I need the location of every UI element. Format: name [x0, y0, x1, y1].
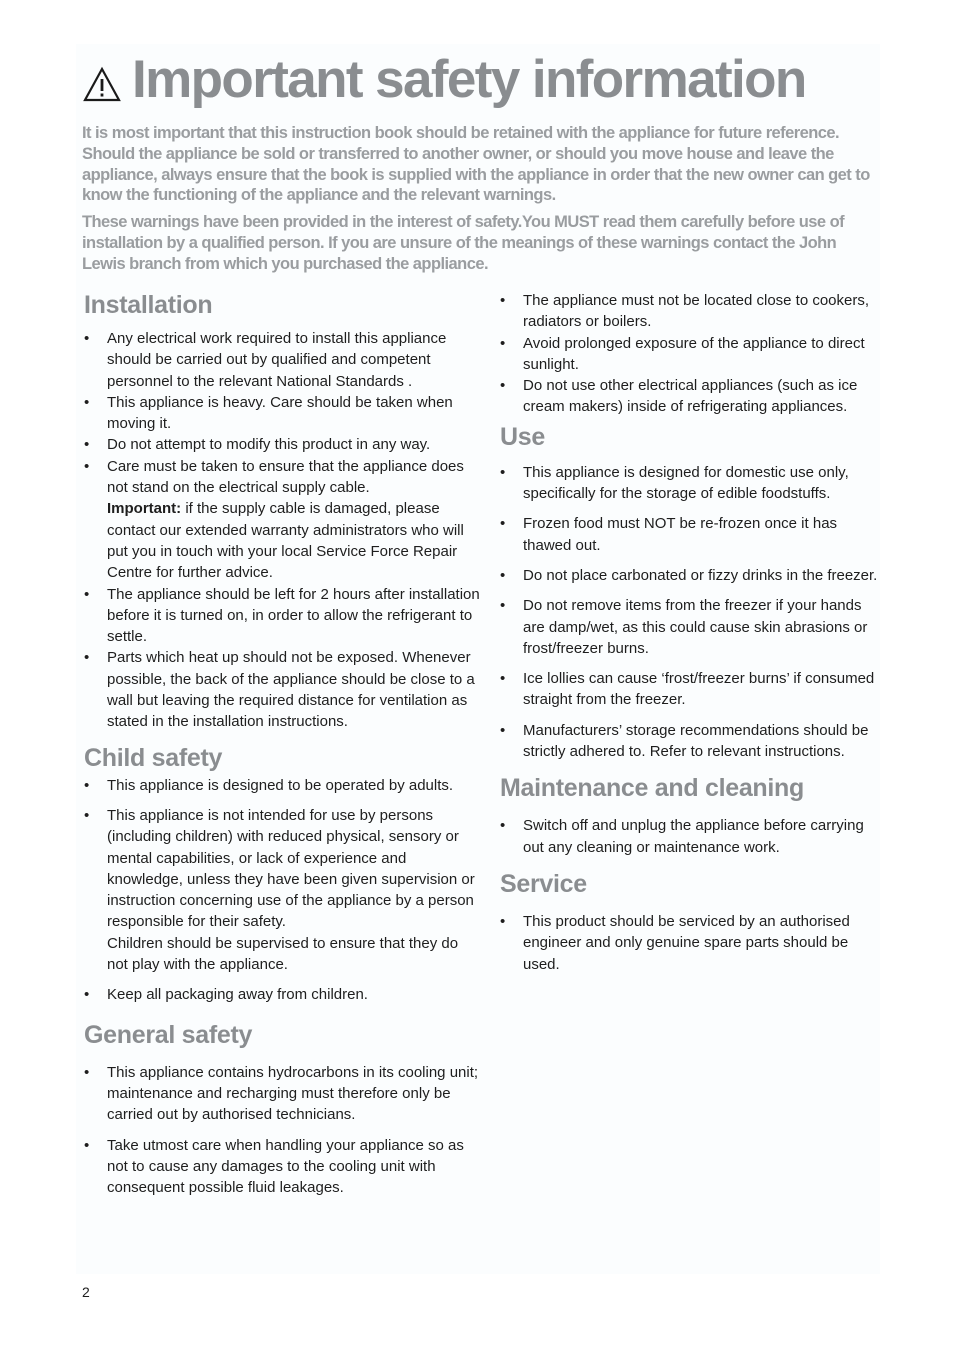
- list-item: • Avoid prolonged exposure of the appliance to direct sunlight.: [500, 333, 882, 376]
- installation-continued-list: [500, 290, 882, 418]
- supervision-note: Children should be supervised to ensure that they do not play with the appliance.: [107, 934, 459, 974]
- intro-paragraph-2: These warnings have been provided in the interest of safety.You MUST read them carefully before use of installation by a qualified person. If you are unsure of the meanings of these warnings contact the John Lewis branch from which you purchased the appliance.: [82, 213, 845, 273]
- installation-list: [84, 328, 482, 733]
- page-header: [82, 48, 882, 112]
- section-heading-service: Service: [500, 869, 587, 898]
- child-safety-list: [84, 775, 482, 1006]
- section-heading-general-safety: General safety: [84, 1020, 253, 1049]
- section-heading-maintenance: Maintenance and cleaning: [500, 774, 804, 803]
- list-item-text: This appliance is not intended for use by persons (including children) with reduced physical, sensory or mental capabilities, or lack of experience and knowledge, unless they have been given supervision or instruction concerning use of the appliance by a person responsible for their safety.: [107, 806, 475, 931]
- list-item-text: Care must be taken to ensure that the appliance does not stand on the electrical supply cable.: [107, 457, 464, 497]
- page-title: Important safety information: [132, 50, 806, 109]
- list-item: • Take utmost care when handling your appliance so as not to cause any damages to the cooling unit with consequent possible fluid leakages.: [84, 1135, 482, 1199]
- list-item: • This appliance is designed to be operated by adults.: [84, 775, 482, 796]
- service-list: [500, 911, 882, 975]
- list-item: • This appliance is designed for domestic use only, specifically for the storage of edible foodstuffs.: [500, 462, 882, 505]
- list-item: • Switch off and unplug the appliance before carrying out any cleaning or maintenance work.: [500, 815, 882, 858]
- section-heading-child-safety: Child safety: [84, 743, 223, 772]
- intro-paragraph-1: It is most important that this instruction book should be retained with the appliance for future reference. Should the appliance be sold or transferred to another owner, or should you move house and leave the appliance, always ensure that the book is supplied with the appliance in order that the new owner can get to know the functioning of the appliance and the relevant warnings.: [82, 124, 870, 205]
- list-item: • Do not use other electrical appliances (such as ice cream makers) inside of refrigerating appliances.: [500, 375, 882, 418]
- intro-text: [82, 123, 882, 281]
- list-item: • Ice lollies can cause ‘frost/freezer burns’ if consumed straight from the freezer.: [500, 668, 882, 711]
- list-item: [84, 805, 482, 975]
- maintenance-list: [500, 815, 882, 858]
- list-item: • Parts which heat up should not be exposed. Whenever possible, the back of the appliance should be close to a wall but leaving the required distance for ventilation as stated in the installation instructions.: [84, 647, 482, 732]
- list-item: [84, 456, 482, 584]
- page-number: 2: [82, 1284, 90, 1300]
- list-item: • Frozen food must NOT be re-frozen once it has thawed out.: [500, 513, 882, 556]
- section-heading-use: Use: [500, 422, 545, 451]
- list-item: • Keep all packaging away from children.: [84, 984, 482, 1005]
- important-text: if the supply cable is damaged, please contact our extended warranty administrators who will put you in touch with your local Service Force Repair Centre for further advice.: [107, 500, 464, 582]
- left-column: [84, 288, 482, 1207]
- list-item: • Manufacturers’ storage recommendations should be strictly adhered to. Refer to relevant instructions.: [500, 720, 882, 763]
- list-item: • The appliance must not be located close to cookers, radiators or boilers.: [500, 290, 882, 333]
- general-safety-list: [84, 1062, 482, 1199]
- right-column: [500, 290, 882, 984]
- list-item: • The appliance should be left for 2 hours after installation before it is turned on, in order to allow the refrigerant to settle.: [84, 584, 482, 648]
- list-item: • Any electrical work required to install this appliance should be carried out by qualified and competent personnel to the relevant National Standards .: [84, 328, 482, 392]
- list-item: • Do not attempt to modify this product in any way.: [84, 434, 482, 455]
- list-item: • This appliance contains hydrocarbons in its cooling unit; maintenance and recharging must therefore only be carried out by authorised technicians.: [84, 1062, 482, 1126]
- warning-triangle-icon: [82, 65, 122, 105]
- list-item: • Do not remove items from the freezer if your hands are damp/wet, as this could cause skin abrasions or frost/freezer burns.: [500, 595, 882, 659]
- list-item: • This appliance is heavy. Care should be taken when moving it.: [84, 392, 482, 435]
- important-label: Important:: [107, 500, 182, 518]
- section-heading-installation: Installation: [84, 291, 213, 319]
- list-item: • Do not place carbonated or fizzy drinks in the freezer.: [500, 565, 882, 586]
- list-item: • This product should be serviced by an authorised engineer and only genuine spare parts should be used.: [500, 911, 882, 975]
- use-list: [500, 462, 882, 763]
